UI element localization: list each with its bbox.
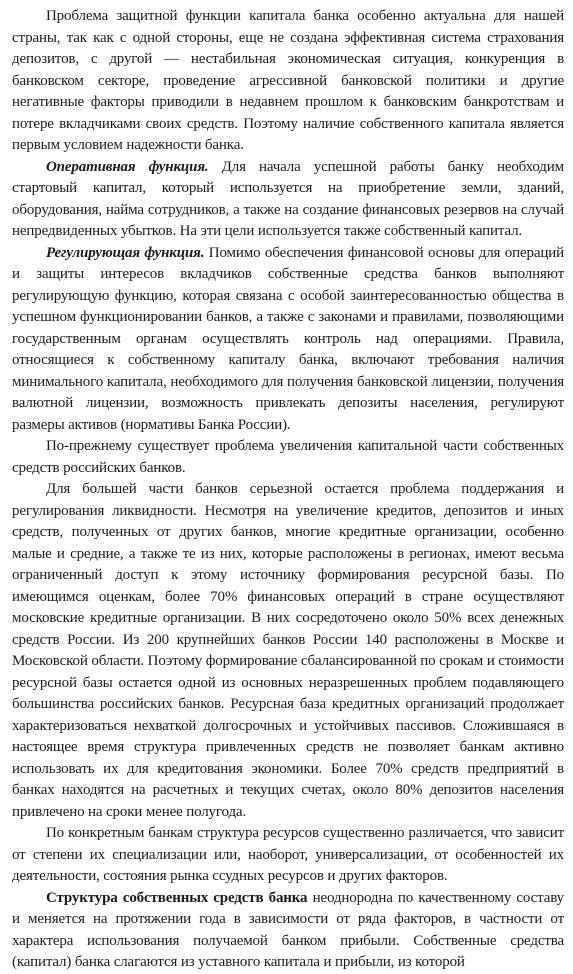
paragraph-own-funds-structure bbox=[12, 888, 564, 974]
paragraph-text: Для большей части банков серьезной остается проблема поддержания и регулирования ликвидности. Несмотря на увеличение кредитов, депозитов и иных средств, полученных от других банков, многие кредитные организации, особенно малые и средние, а также те из них, которые расположены в регионах, имеют весьма ограниченный доступ к этому источнику формирования ресурсной базы. По имеющимся оценкам, более 70% финансовых операций в стране осуществляют московские кредитные организации. В них сосредоточено около 50% всех денежных средств России. Из 200 крупнейших банков России 140 расположены в Москве и Московской области. Поэтому формирование сбалансированной по срокам и стоимости ресурсной базы остается одной из основных неразрешенных проблем подавляющего большинства российских банков. Ресурсная база кредитных организаций продолжает характеризоваться нехваткой долгосрочных и устойчивых пассивов. Сложившаяся в настоящее время структура привлеченных средств не позволяет банкам активно использовать их для кредитования экономики. Более 70% средств предприятий в банках находятся на расчетных и текущих счетах, около 80% депозитов населения привлечено на сроки менее полугода. bbox=[12, 481, 564, 820]
paragraph-text: По конкретным банкам структура ресурсов существенно различается, что зависит от степени их специализации или, наоборот, универсализации, от особенностей их деятельности, состояния рынка ссудных ресурсов и других факторов. bbox=[12, 825, 564, 884]
paragraph-lead-heading: Структура собственных средств банка bbox=[46, 889, 308, 906]
paragraph-lead-heading: Регулирующая функция. bbox=[46, 244, 205, 261]
paragraph-operative-function bbox=[12, 157, 564, 243]
paragraph-resource-structure bbox=[12, 823, 564, 888]
paragraph-regulating-function bbox=[12, 243, 564, 437]
paragraph-liquidity bbox=[12, 479, 564, 823]
paragraph-text: неоднородна по качественному составу и меняется на протяжении года в зависимости от ряда факторов, в частности от характера использования получаемой банком прибыли. Собственные средства (капитал) банка слагаются из уставного капитала и прибыли, из которой bbox=[12, 889, 564, 970]
paragraph-capital-problem bbox=[12, 436, 564, 479]
paragraph-text: Помимо обеспечения финансовой основы для операций и защиты интересов вкладчиков собственные средства банков выполняют регулирующую функцию, которая связана с особой заинтересованностью общества в успешном функционировании банков, а также с законами и правилами, позволяющими государственным органам осуществлять контроль над операциями. Правила, относящиеся к собственному капиталу банка, включают требования наличия минимального капитала, необходимого для получения банковской лицензии, получения валютной лицензии, возможность привлекать депозиты населения, регулируют размеры активов (нормативы Банка России). bbox=[12, 244, 564, 433]
paragraph-text: Проблема защитной функции капитала банка особенно актуальна для нашей страны, так как с одной стороны, еще не создана эффективная система страхования депозитов, с другой — нестабильная экономическая ситуация, конкуренция в банковском секторе, проведение агрессивной банковской политики и другие негативные факторы приводили в недавнем прошлом к банковским банкротствам и потере вкладчиками своих средств. Поэтому наличие собственного капитала является первым условием надежности банка. bbox=[12, 8, 564, 153]
paragraph-lead-heading: Оперативная функция. bbox=[46, 158, 209, 175]
paragraph-protective-function bbox=[12, 6, 564, 157]
paragraph-text: Для начала успешной работы банку необходим стартовый капитал, который используется на приобретение земли, зданий, оборудования, найма сотрудников, а также на создание финансовых резервов на случай непредвиденных убытков. На эти цели используется также собственный капитал. bbox=[12, 158, 564, 239]
paragraph-text: По-прежнему существует проблема увеличения капитальной части собственных средств российских банков. bbox=[12, 438, 564, 476]
